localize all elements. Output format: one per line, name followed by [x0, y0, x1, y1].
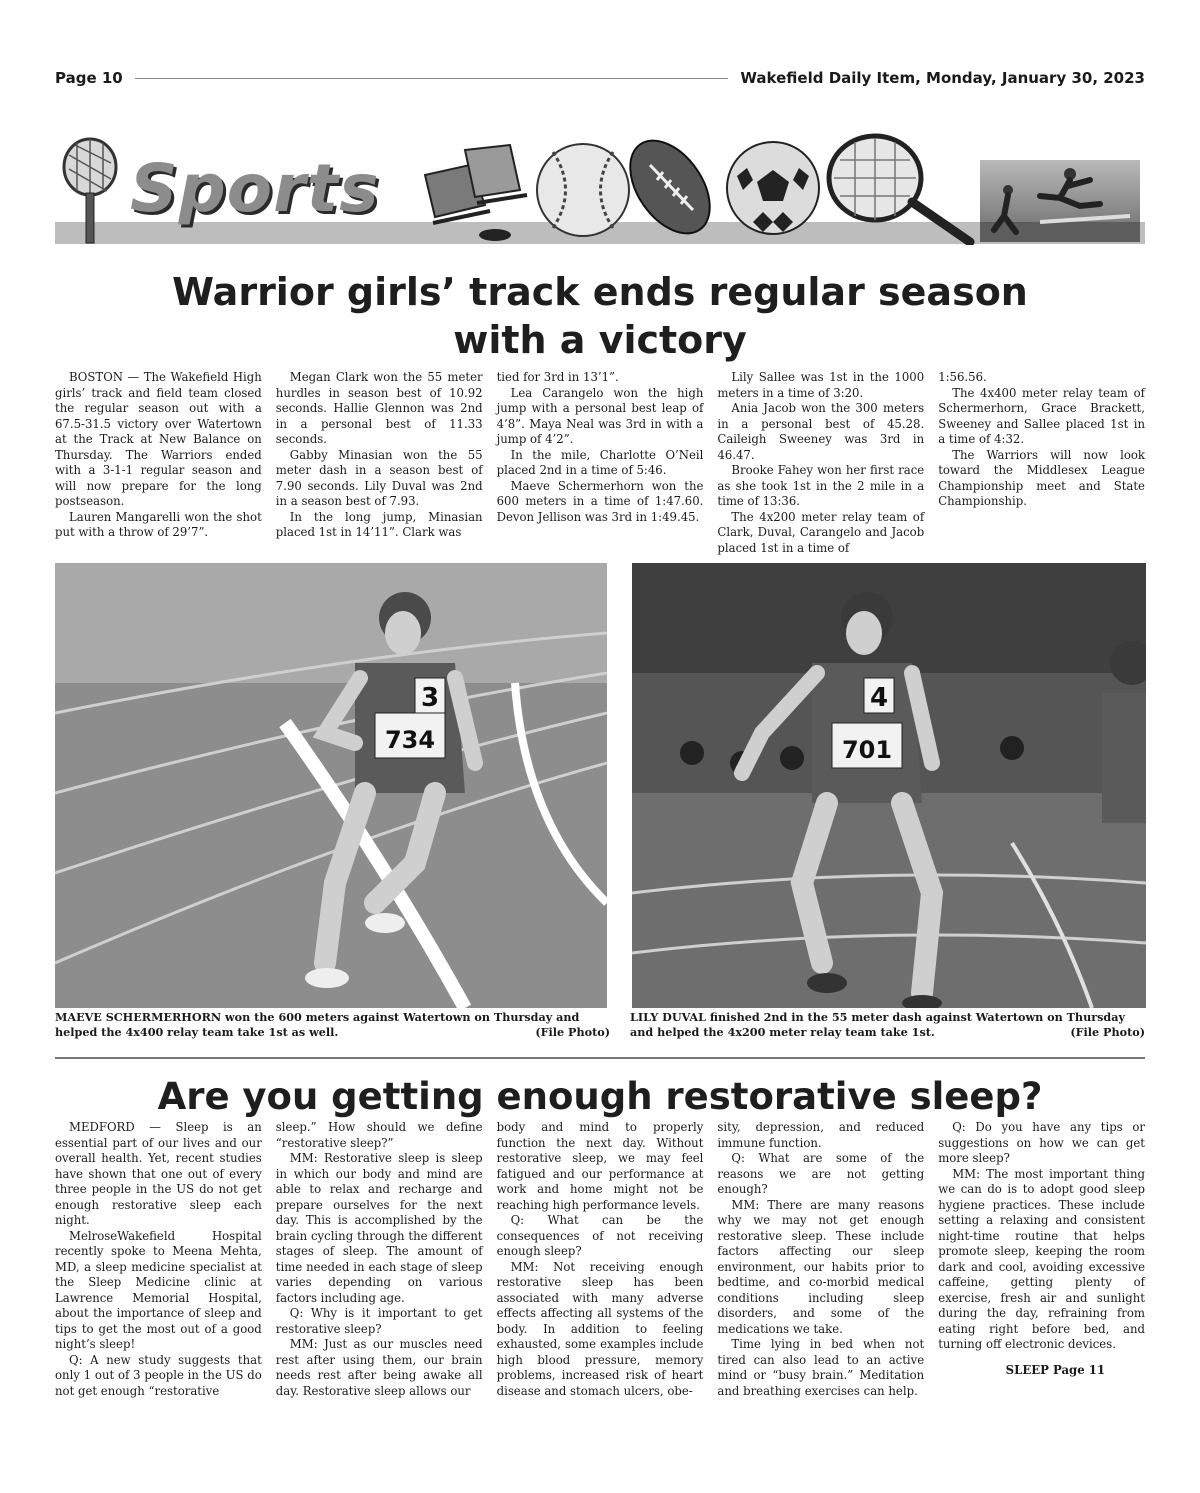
- photo-credit: (File Photo): [535, 1025, 610, 1039]
- header-rule: [135, 78, 729, 79]
- paragraph: tied for 3rd in 13’1”.: [496, 370, 619, 384]
- paragraph: Lily Sallee was 1st in the 1000 meters in a time of 3:20.: [717, 370, 925, 400]
- photo-duval: [632, 563, 1146, 1008]
- bib-number: 701: [841, 736, 893, 764]
- paragraph: MM: Not receiving enough restorative sleep has been associated with many adverse effects affecting all systems of the body. In addition to feeling exhausted, some examples include high blood pressure, memory problems, increased risk of heart disease and stomach ulcers, obe-: [496, 1259, 704, 1398]
- paragraph: 1:56.56.: [938, 370, 987, 384]
- text-column: [938, 370, 1145, 550]
- paragraph: Lea Carangelo won the high jump with a personal best leap of 4’8”. Maya Neal was 3rd in with a jump of 4’2”.: [496, 385, 704, 446]
- paragraph: MM: Just as our muscles need rest after using them, our brain needs rest after being awake all day. Restorative sleep allows our: [275, 1337, 483, 1398]
- paragraph: Q: Why is it important to get restorative sleep?: [275, 1306, 483, 1336]
- hip-number: 3: [420, 683, 440, 713]
- skates-icon: [415, 135, 535, 245]
- text-column: [497, 1120, 704, 1480]
- paper-dateline: Wakefield Daily Item, Monday, January 30, 2023: [740, 69, 1145, 87]
- paragraph: Time lying in bed when not tired can also lead to an active mind or “busy brain.” Meditation and breathing exercises can help.: [717, 1337, 925, 1398]
- paragraph: Megan Clark won the 55 meter hurdles in season best of 10.92 seconds. Hallie Glennon was 2nd in a personal best of 11.33 seconds.: [275, 370, 483, 446]
- paragraph: sity, depression, and reduced immune function.: [717, 1120, 925, 1150]
- sports-banner: [55, 130, 1145, 245]
- paragraph: Q: A new study suggests that only 1 out of 3 people in the US do not get enough “restorative: [55, 1352, 262, 1398]
- article2-body: [55, 1120, 1145, 1480]
- paragraph: Lauren Mangarelli won the shot put with a throw of 29’7”.: [55, 509, 262, 539]
- paragraph: The 4x200 meter relay team of Clark, Duval, Carangelo and Jacob placed 1st in a time of: [717, 509, 925, 555]
- continued-link[interactable]: SLEEP Page 11: [1005, 1362, 1105, 1377]
- headline-line: Warrior girls’ track ends regular season: [172, 270, 1028, 314]
- paragraph: In the mile, Charlotte O’Neil placed 2nd in a time of 5:46.: [496, 447, 704, 477]
- article2-headline: Are you getting enough restorative sleep?: [157, 1075, 1043, 1118]
- paragraph: Q: What can be the consequences of not receiving enough sleep?: [496, 1213, 704, 1258]
- paragraph: Q: Do you have any tips or suggestions on how we can get more sleep?: [938, 1120, 1145, 1165]
- caption-left: [55, 1010, 610, 1040]
- paragraph: The 4x400 meter relay team of Schermerhorn, Grace Brackett, Sweeney and Sallee placed 1st in a time of 4:32.: [938, 385, 1145, 446]
- page-header: [55, 66, 1145, 90]
- article1-body: [55, 370, 1145, 555]
- text-column: [497, 370, 704, 550]
- photo-credit: (File Photo): [1070, 1025, 1145, 1039]
- football-icon: [615, 130, 725, 245]
- hurdler-photo: [980, 160, 1140, 242]
- caption-right: [630, 1010, 1145, 1040]
- paragraph: Ania Jacob won the 300 meters in a personal best of 45.28. Caileigh Sweeney was 3rd in 46.47.: [717, 401, 925, 462]
- article1-headline: [60, 268, 1140, 364]
- sports-title: Sports: [130, 150, 380, 227]
- photo-schermerhorn: [55, 563, 607, 1008]
- text-column: [55, 370, 262, 550]
- paragraph: Brooke Fahey won her first race as she took 1st in the 2 mile in a time of 13:36.: [717, 463, 925, 508]
- text-column: [717, 1120, 924, 1480]
- lacrosse-stick-icon: [55, 135, 125, 245]
- hip-number: 4: [869, 683, 889, 713]
- paragraph: MelroseWakefield Hospital recently spoke to Meena Mehta, MD, a sleep medicine specialist at the Sleep Medicine clinic at Lawrence Memorial Hospital, about the importance of sleep and tips to get the most out of a good night’s sleep!: [55, 1228, 262, 1351]
- bib-number: 734: [384, 726, 436, 754]
- paragraph: body and mind to properly function the next day. Without restorative sleep, we may feel fatigued and our performance at work and home might not be reaching high performance levels.: [496, 1120, 704, 1212]
- paragraph: In the long jump, Minasian placed 1st in 14’11”. Clark was: [275, 509, 483, 539]
- text-column: [938, 1120, 1145, 1480]
- text-column: [55, 1120, 262, 1480]
- paragraph: Gabby Minasian won the 55 meter dash in a season best of 7.90 seconds. Lily Duval was 2nd in a season best of 7.93.: [275, 447, 483, 508]
- paragraph: Maeve Schermerhorn won the 600 meters in a time of 1:47.60. Devon Jellison was 3rd in 1:49.45.: [496, 478, 704, 524]
- paragraph: MM: There are many reasons why we may not get enough restorative sleep. These include factors affecting our sleep environment, our habits prior to bedtime, and co-morbid medical conditions including sleep disorders, and some of the medications we take.: [717, 1197, 925, 1336]
- paragraph: BOSTON — The Wakefield High girls’ track and field team closed the regular season out with a 67.5-31.5 victory over Watertown at the Track at New Balance on Thursday. The Warriors ended with a 3-1-1 regular season and will now prepare for the long postseason.: [55, 370, 262, 508]
- section-divider: [55, 1057, 1145, 1059]
- paragraph: MM: Restorative sleep is sleep in which our body and mind are able to relax and recharge and prepare ourselves for the next day. This is accomplished by the brain cycling through the different stages of sleep. The amount of time needed in each stage of sleep varies depending on various factors including age.: [275, 1151, 483, 1305]
- paragraph: Q: What are some of the reasons we are not getting enough?: [717, 1151, 925, 1196]
- caption-text: MAEVE SCHERMERHORN won the 600 meters against Watertown on Thursday and helped the 4x400 relay team take 1st as well.: [55, 1010, 580, 1039]
- text-column: [276, 370, 483, 550]
- text-column: [717, 370, 925, 555]
- paragraph: MEDFORD — Sleep is an essential part of our lives and our overall health. Yet, recent studies have shown that one out of every three people in the US do not get enough restorative sleep each night.: [55, 1120, 262, 1227]
- caption-text: LILY DUVAL finished 2nd in the 55 meter dash against Watertown on Thursday and helped the 4x200 meter relay team take 1st.: [630, 1010, 1125, 1039]
- paragraph: The Warriors will now look toward the Middlesex League Championship meet and State Championship.: [938, 447, 1145, 508]
- soccer-ball-icon: [723, 138, 823, 238]
- tennis-racket-icon: [820, 130, 980, 245]
- text-column: [276, 1120, 483, 1480]
- headline-line: with a victory: [453, 318, 747, 362]
- paragraph: MM: The most important thing we can do is to adopt good sleep hygiene practices. These include setting a relaxing and consistent night-time routine that helps promote sleep, keeping the room dark and cool, avoiding excessive caffeine, getting plenty of exercise, fresh air and sunlight during the day, refraining from eating right before bed, and turning off electronic devices.: [938, 1166, 1145, 1351]
- page-number: Page 10: [55, 69, 123, 87]
- paragraph: sleep.” How should we define “restorative sleep?”: [275, 1120, 483, 1150]
